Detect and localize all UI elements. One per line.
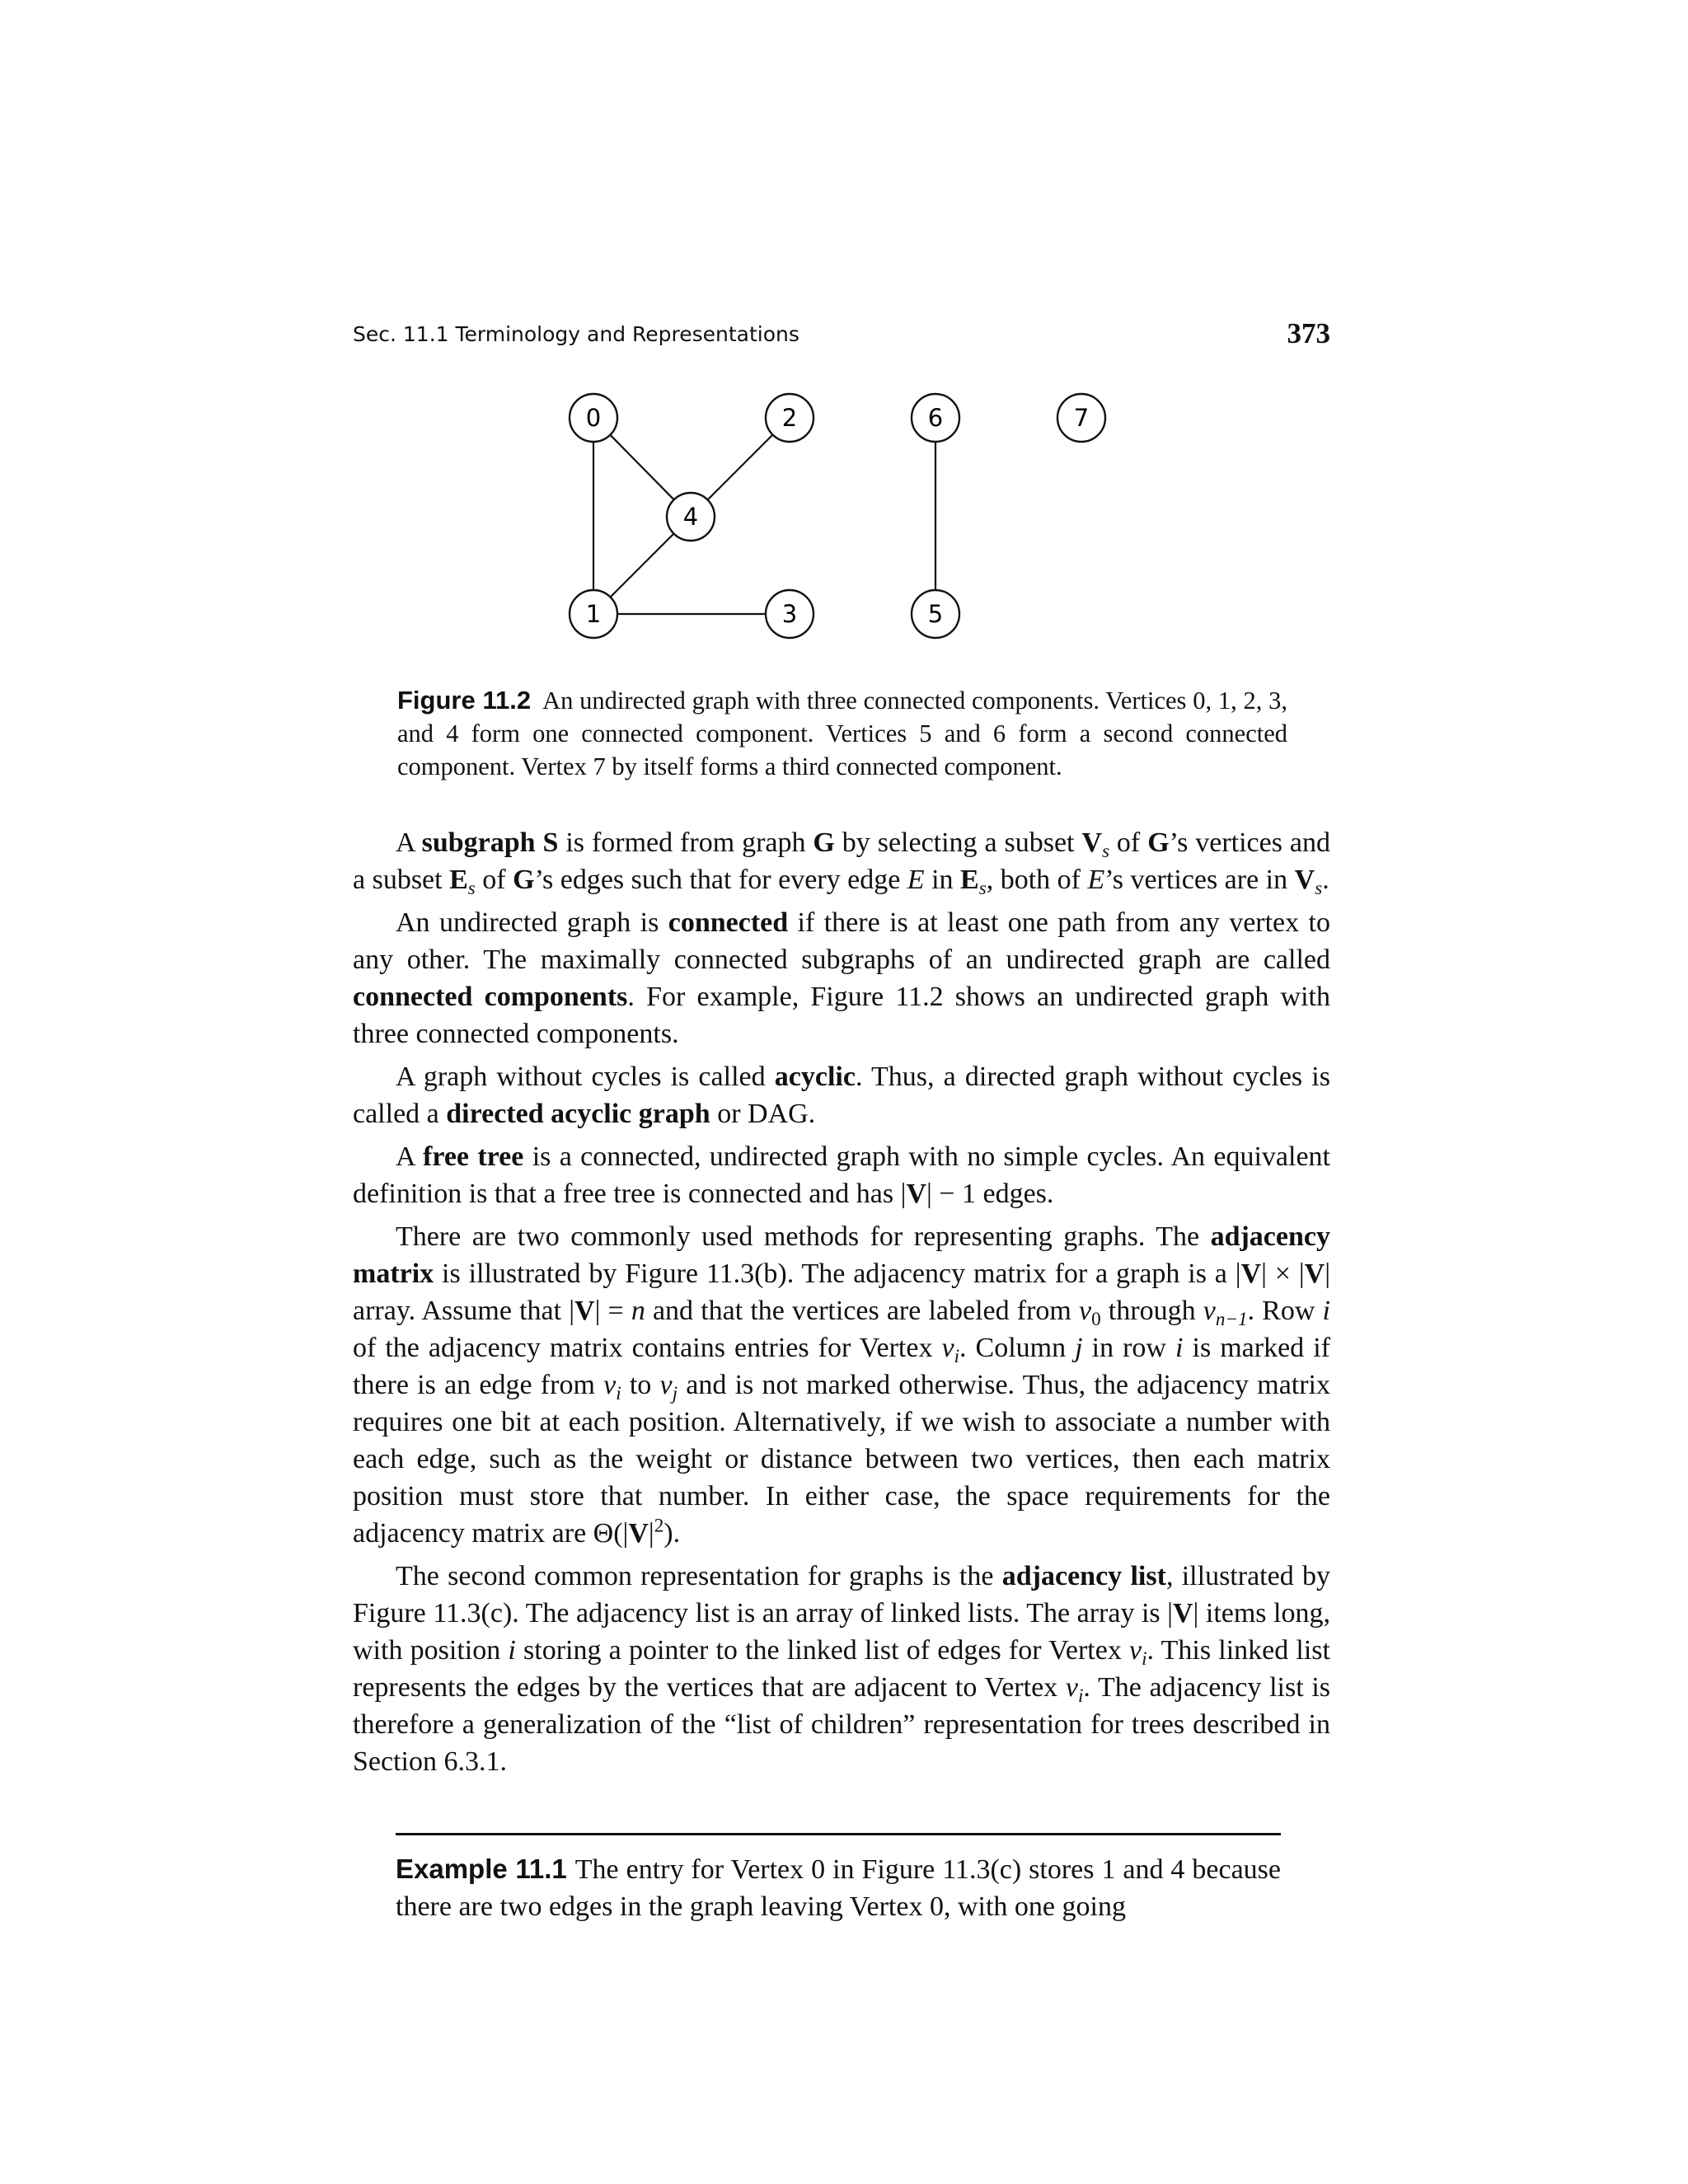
vertex-label: 1 (585, 600, 602, 628)
paragraph-adjacency-matrix: There are two commonly used methods for representing graphs. The adjacency matrix is illustrated by Figure 11.3(b). The adjacency matrix for a graph is a |V| × |V| array. Assume that |V| = n and that the vertices are labeled from $v_0$ through $v_{n-1}$. Row i of the adjacency matrix contains entries for Vertex $v_i$. Column j in row i is marked if there is an edge from $v_i$ to $v_j$ and is not marked otherwise. Thus, the adjacency matrix requires one bit at each position. Alternatively, if we wish to associate a number with each edge, such as the weight or distance between two vertices, then each matrix position must store that number. In either case, the space requirements for the adjacency matrix are $\Theta(|V|^2)$. (353, 1221, 1331, 1549)
paragraph-connected: An undirected graph is connected if there is at least one path from any vertex to any other. The maximally connected subgraphs of an undirected graph are called connected components. For example, Figure 11.2 shows an undirected graph with three connected components. (353, 907, 1331, 1049)
edge-0-4 (610, 435, 673, 500)
vertex-0 (570, 394, 617, 442)
body-text (353, 824, 1330, 1786)
vertex-6 (912, 394, 959, 442)
caption-text: An undirected graph with three connected components. Vertices 0, 1, 2, 3, and 4 form one connected component. Vertices 5 and 6 form a second connected component. Vertex 7 by itself forms a third connected component. (397, 687, 1287, 780)
vertex-3 (766, 590, 814, 638)
figure-label: Figure 11.2 (397, 686, 532, 715)
vertex-label: 7 (1073, 404, 1090, 432)
running-header (353, 317, 1330, 359)
vertex-2 (766, 394, 814, 442)
vertex-5 (912, 590, 959, 638)
vertex-label: 4 (682, 503, 699, 531)
vertex-label: 3 (781, 600, 798, 628)
section-title: Sec. 11.1 Terminology and Representations (353, 322, 799, 346)
edge-layer (593, 435, 935, 614)
example-divider (396, 1833, 1281, 1835)
edge-4-2 (708, 435, 773, 500)
page-number: 373 (1287, 317, 1330, 349)
paragraph-acyclic: A graph without cycles is called acyclic. Thus, a directed graph without cycles is called a directed acyclic graph or DAG. (353, 1062, 1330, 1129)
paragraph-adjacency-list: The second common representation for graphs is the adjacency list, illustrated by Figure 11.3(c). The adjacency list is an array of linked lists. The array is |V| items long, with position i storing a pointer to the linked list of edges for Vertex $v_i$. This linked list represents the edges by the vertices that are adjacent to Vertex $v_i$. The adjacency list is therefore a generalization of the “list of children” representation for trees described in Section 6.3.1. (353, 1561, 1331, 1777)
example-text: The entry for Vertex 0 in Figure 11.3(c) stores 1 and 4 because there are two edges in the graph leaving Vertex 0, with one going (396, 1854, 1281, 1922)
example-box (396, 1850, 1281, 1925)
example-label: Example 11.1 (396, 1854, 567, 1884)
vertex-label: 2 (781, 404, 798, 432)
edge-4-1 (611, 534, 674, 598)
vertex-1 (570, 590, 617, 638)
paragraph-subgraph: A subgraph S is formed from graph G by selecting a subset $V_s$ of G’s vertices and a subset $E_s$ of G’s edges such that for every edge E in $E_s$, both of E’s vertices are in $V_s$. (353, 827, 1330, 899)
node-layer (570, 394, 1105, 638)
vertex-label: 0 (585, 404, 602, 432)
figure-caption (397, 684, 1287, 783)
vertex-label: 6 (927, 404, 944, 432)
vertex-7 (1057, 394, 1105, 442)
graph-figure (544, 383, 1137, 655)
paragraph-free-tree: A free tree is a connected, undirected graph with no simple cycles. An equivalent definition is that a free tree is connected and has |V| − 1 edges. (353, 1141, 1330, 1209)
vertex-4 (667, 493, 715, 541)
vertex-label: 5 (927, 600, 944, 628)
